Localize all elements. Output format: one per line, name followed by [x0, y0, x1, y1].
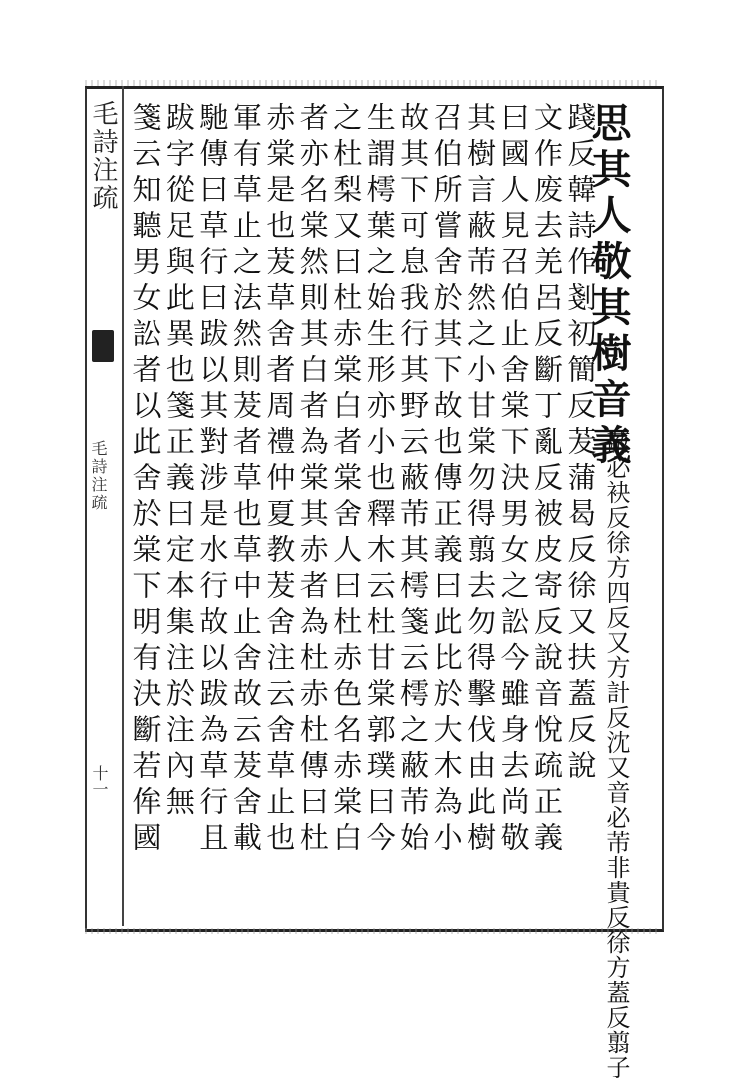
- text-column-7: 召伯所嘗舍於其下故也傳正義曰此比於大木為小: [429, 102, 464, 858]
- margin-edge-text: 毛詩注疏: [88, 100, 118, 212]
- scan-border-bottom: [85, 928, 660, 934]
- fold-mark: [92, 330, 114, 362]
- text-column-9: 生謂樗葉之始生形亦小也釋木云杜甘棠郭璞曰今: [362, 102, 397, 858]
- text-column-8: 故其下可息我行其野云蔽芾其樗箋云樗之蔽芾始: [396, 102, 431, 858]
- text-column-13: 軍有草止之法然則茇者草也草中止舍故云茇舍載: [228, 102, 263, 858]
- text-column-16: 箋云知聽男女訟者以此舍於棠下明有決斷若侔國: [128, 102, 163, 858]
- text-column-15: 跋字從足與此異也箋正義曰定本集注於注內無: [161, 102, 196, 822]
- text-column-3: 踐反韓詩作剗初簡反茇蒲曷反徐又扶蓋反說: [563, 102, 598, 786]
- text-column-4: 文作废去羌呂反斷丁亂反被皮寄反說音悅疏正義: [530, 102, 565, 858]
- book-title: 毛詩注疏: [89, 440, 108, 512]
- text-column-6: 其樹言蔽芾然之小甘棠勿得翦去勿得擊伐由此樹: [463, 102, 498, 858]
- text-column-1: 思其人敬其樹音義: [584, 102, 632, 470]
- text-column-10: 之杜梨又曰杜赤棠白者棠舍人曰杜赤色名赤棠白: [329, 102, 364, 858]
- text-column-14: 馳傳曰草行曰跋以其對涉是水行故以跋為草行且: [195, 102, 230, 858]
- text-column-11: 者亦名棠然則其白者為棠其赤者為杜赤杜傳曰杜: [295, 102, 330, 858]
- text-column-12: 赤棠是也茇草舍者周禮仲夏教茇舍注云舍草止也: [262, 102, 297, 858]
- text-column-2: 蔽必袂反徐方四反又方計反沈又音必芾非貴反徐方蓋反翦子: [601, 430, 630, 1080]
- margin-rule: [122, 86, 124, 926]
- page-number: 十一: [90, 765, 109, 797]
- text-column-5: 曰國人見召伯止舍棠下決男女之訟今雖身去尚敬: [496, 102, 531, 858]
